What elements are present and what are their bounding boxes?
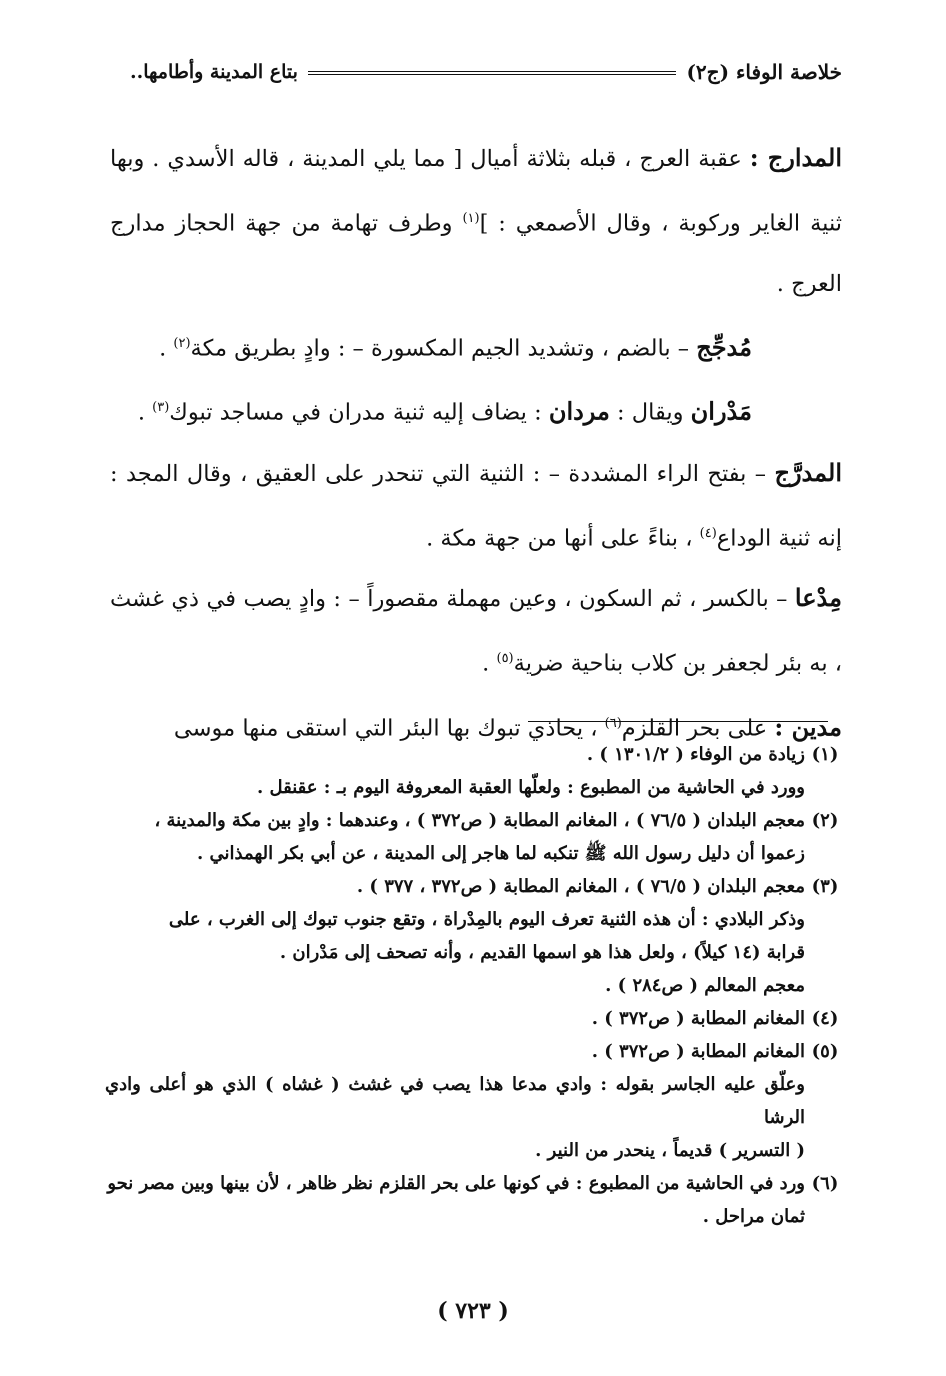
entry-madran xyxy=(110,378,842,443)
entry-text: – بالضم ، وتشديد الجيم المكسورة – : وادٍ بطريق مكة xyxy=(190,335,697,361)
entry-text: – بفتح الراء المشددة – : الثنية التي تنحدر على العقيق ، وقال المجد : إنه ثنية الوداع xyxy=(110,460,842,551)
footnote-number: (٢) xyxy=(811,810,839,831)
entry-keyword: مدين : xyxy=(774,712,842,741)
footnote-ref: (٣) xyxy=(152,400,170,415)
footnote-line: المغانم المطابة ( ص٣٧٢ ) . xyxy=(591,1008,805,1029)
footnote xyxy=(105,804,845,870)
footnote-number: (٦) xyxy=(811,1173,839,1194)
footnote-line: ورد في الحاشية من المطبوع : في كونها على بحر القلزم نظر ظاهر ، لأن بينها وبين مصر نحو xyxy=(107,1173,805,1194)
entry-text-tail: . xyxy=(159,335,174,361)
footnote-number: (١) xyxy=(811,744,839,765)
entry-keyword-alt: مردان xyxy=(548,396,610,426)
entry-keyword: المدارج : xyxy=(749,143,842,172)
footnotes xyxy=(105,738,845,1233)
footnote xyxy=(105,738,845,804)
footnote-line: معجم البلدان ( ٧٦/٥ ) ، المغانم المطابة ( ص٣٧٢ ، ٣٧٧ ) . xyxy=(356,876,805,897)
entry-keyword: مِدْعا xyxy=(794,583,842,612)
entry-text-tail: ، يحاذي تبوك بها البئر التي استقى منها موسى xyxy=(173,715,605,741)
entry-keyword: مُدجِّج xyxy=(696,332,752,361)
entry-keyword: المدرَّج xyxy=(774,457,842,487)
page-number: ( ٧٢٣ ) xyxy=(437,1298,509,1324)
entry-mida xyxy=(110,568,842,694)
entry-text-tail: . xyxy=(482,650,497,677)
entry-mudarraj xyxy=(110,443,842,569)
entry-mudajjij xyxy=(110,314,842,379)
entry-text-2: : يضاف إليه ثنية مدران في مساجد تبوك xyxy=(169,399,549,426)
main-text xyxy=(110,128,842,758)
entry-text: عقبة العرج ، قبله بثلاثة أميال [ مما يلي المدينة ، قاله الأسدي . وبها ثنية الغاير وركوبة ، وقال الأصمعي : ] xyxy=(110,146,842,237)
footnote-line: زعموا أن دليل رسول الله ﷺ تنكبه لما هاجر إلى المدينة ، عن أبي بكر الهمذاني . xyxy=(196,843,805,864)
running-header xyxy=(130,52,842,92)
footnote-line: وذكر البلادي : أن هذه الثنية تعرف اليوم بالمِدْراة ، وتقع جنوب تبوك إلى الغرب ، على xyxy=(168,909,805,930)
footnote-line: قرابة (١٤ كيلاً) ، ولعل هذا هو اسمها القديم ، وأنه تصحف إلى مَدْران . xyxy=(279,942,805,963)
footnote-separator xyxy=(528,721,828,722)
header-title: خلاصة الوفاء (ج٢) xyxy=(686,60,842,84)
footnote-ref: (١) xyxy=(462,211,480,226)
footnote-line: ثمان مراحل . xyxy=(702,1206,805,1227)
entry-text-tail: وطرف تهامة من جهة الحجاز مدارج العرج . xyxy=(110,210,842,297)
entry-text: على بحر القلزم xyxy=(621,715,775,741)
footnote-line: المغانم المطابة ( ص٣٧٢ ) . xyxy=(591,1041,805,1062)
footnote-ref: (٦) xyxy=(604,715,622,731)
footnote-line: معجم المعالم ( ص٢٨٤ ) . xyxy=(605,975,805,996)
entry-text-tail: ، بناءً على أنها من جهة مكة . xyxy=(426,525,700,551)
footnote-ref: (٥) xyxy=(496,651,514,666)
footnote xyxy=(105,1035,845,1167)
footnote-number: (٥) xyxy=(811,1041,839,1062)
header-section: بتاع المدينة وأطامها.. xyxy=(130,61,298,83)
footnote-line: زيادة من الوفاء ( ١٣٠١/٢ ) . xyxy=(586,744,805,765)
footnote-number: (٤) xyxy=(811,1008,839,1029)
footnote-number: (٣) xyxy=(811,876,839,897)
entry-text-tail: . xyxy=(137,399,153,426)
footnote-line: وعلّق عليه الجاسر بقوله : وادي مدعا هذا يصب في غشث ( غشاه ) الذي هو أعلى وادي الرشا xyxy=(105,1074,805,1128)
footnote-ref: (٤) xyxy=(699,525,717,541)
footnote-line: معجم البلدان ( ٧٦/٥ ) ، المغانم المطابة ( ص٣٧٢ ) ، وعندهما : وادٍ بين مكة والمدينة ، xyxy=(154,810,805,831)
footnote xyxy=(105,1167,845,1233)
footnote-line: ( التسرير ) قديماً ، ينحدر من النير . xyxy=(535,1140,805,1161)
entry-madarij xyxy=(110,128,842,314)
entry-text: ويقال : xyxy=(609,399,691,426)
footnote xyxy=(105,870,845,1002)
footnote-ref: (٢) xyxy=(173,335,191,351)
header-rule xyxy=(308,71,677,75)
footnote xyxy=(105,1002,845,1035)
entry-keyword: مَدْران xyxy=(690,396,752,426)
entry-text: – بالكسر ، ثم السكون ، وعين مهملة مقصوراً – : وادٍ يصب في ذي غشث ، به بئر لجعفر بن كلاب بناحية ضرية xyxy=(110,586,842,677)
footnote-line: وورد في الحاشية من المطبوع : ولعلّها العقبة المعروفة اليوم بـ : عقنقل . xyxy=(256,777,805,798)
